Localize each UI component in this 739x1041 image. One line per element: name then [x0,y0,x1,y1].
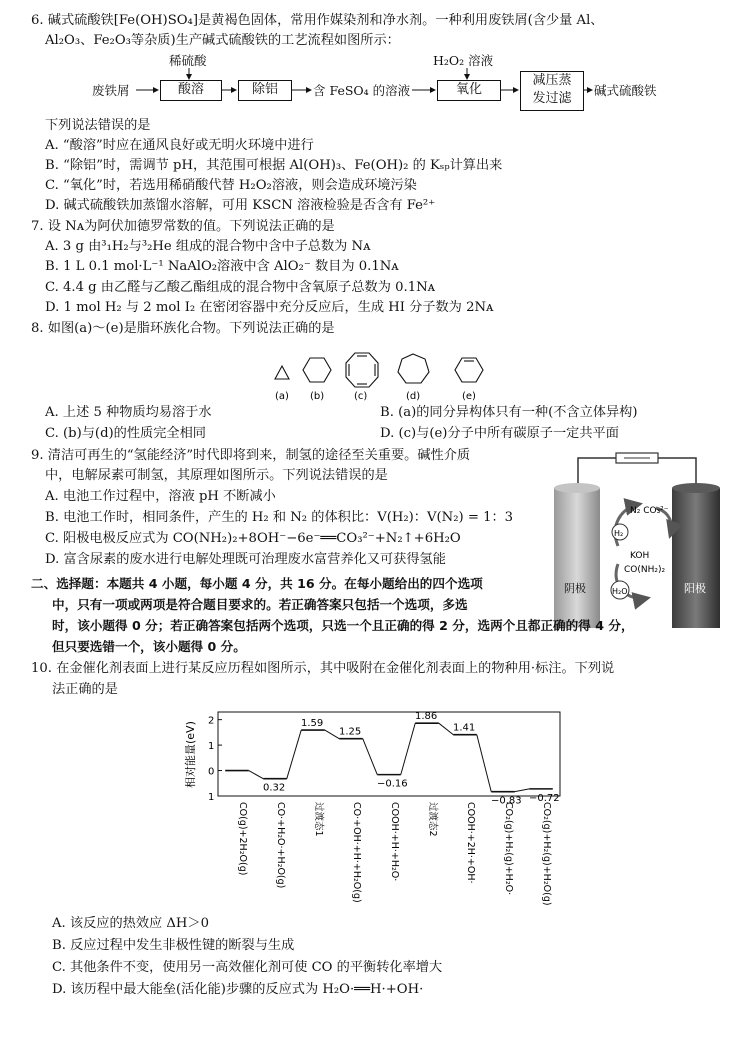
structure-b-cyclohexane [303,358,331,382]
q10-option-b: B. 反应过程中发生非极性键的断裂与生成 [52,938,295,953]
q7-option-a: A. 3 g 由³₁H₂与³₂He 组成的混合物中含中子总数为 Nᴀ [45,239,371,254]
q10-option-a: A. 该反应的热效应 ΔH＞0 [52,916,210,931]
energy-value-label: 0.32 [263,782,286,794]
structure-d-cycloheptane [398,354,429,383]
label-e: (e) [462,391,476,402]
y-tick-label: 1 [208,741,215,753]
q10-stem-line2: 法正确的是 [52,682,118,697]
q9-option-c: C. 阳极电极反应式为 CO(NH₂)₂+8OH⁻−6e⁻══CO₃²⁻+N₂↑+6H₂O [45,531,461,546]
q6-option-c: C. “氧化”时，若选用稀硝酸代替 H₂O₂溶液，则会造成环境污染 [45,178,417,193]
flow-raw: 废铁屑 [92,83,130,98]
energy-connector [439,723,453,734]
flow-step4-line2: 发过滤 [532,91,572,106]
anode-label: 阳极 [684,582,706,595]
q9-stem-line2: 中，电解尿素可制氢，其原理如图所示。下列说法错误的是 [45,468,388,483]
state-label: 过渡态2 [427,802,438,837]
q8-stem: 8. 如图(a)～(e)是脂环族化合物。下列说法正确的是 [31,321,335,336]
q8-option-d: D. (c)与(e)分子中所有碳原子一定共平面 [380,426,619,441]
h2-bubble-label: H₂ [614,529,624,538]
q8-option-c: C. (b)与(d)的性质完全相同 [45,426,206,441]
section2-line1: 二、选择题：本题共 4 小题，每小题 4 分，共 16 分。在每小题给出的四个选项 [31,576,483,591]
section2-line2: 中，只有一项或两项是符合题目要求的。若正确答案只包括一个选项，多选 [52,597,468,612]
flow-mid-solution: 含 FeSO₄ 的溶液 [313,83,411,98]
state-label: CO₂(g)+H₂(g)+H₂O· [503,802,514,896]
flow-h2o2-label: H₂O₂ 溶液 [433,53,494,68]
electrolyte-urea: CO(NH₂)₂ [624,565,666,575]
q6-stem-line2: Al₂O₃、Fe₂O₃等杂质)生产碱式硫酸铁的工艺流程如图所示： [45,33,400,48]
q7-option-c: C. 4.4 g 由乙醛与乙酸乙酯组成的混合物中含氧原子总数为 0.1Nᴀ [45,280,436,295]
state-label: CO·+OH·+H·+H₂O(g) [351,802,362,903]
section2-line4: 但只要选错一个，该小题得 0 分。 [52,639,246,654]
q10-stem-line1: 10. 在金催化剂表面上进行某反应历程如图所示，其中吸附在金催化剂表面上的物种用·标注。下列说 [31,661,615,676]
energy-connector [249,771,263,779]
q6-option-a: A. “酸溶”时应在通风良好或无明火环境中进行 [45,138,314,153]
flow-step4-line1: 减压蒸 [532,73,572,88]
section2-line3: 时，该小题得 0 分；若正确答案包括两个选项，只选一个且正确的得 2 分，选两个且都正确的得 4 分， [52,618,634,633]
y-tick-label: 1 [208,792,215,803]
flow-step-remove-al: 除铝 [238,80,292,101]
state-label: COOH·+2H·+OH· [465,802,476,884]
energy-value-label: −0.72 [529,792,560,804]
q10-energy-profile-chart [180,708,570,908]
cathode-label: 阴极 [564,582,586,595]
energy-value-label: −0.83 [491,795,522,807]
label-c: (c) [354,391,368,402]
q9-stem-line1: 9. 清洁可再生的“氢能经济”时代即将到来，制氢的途径至关重要。碱性介质 [31,448,471,463]
flow-product: 碱式硫酸铁 [594,83,657,98]
label-a: (a) [275,391,289,402]
energy-connector [325,730,339,739]
q8-option-a: A. 上述 5 种物质均易溶于水 [45,405,212,420]
state-label: COOH·+H·+H₂O· [389,802,400,882]
anode-electrode [672,488,720,628]
label-d: (d) [406,391,421,402]
q9-option-b: B. 电池工作时，相同条件，产生的 H₂ 和 N₂ 的体积比：V(H₂)：V(N₂) = 1：3 [45,510,514,525]
label-b: (b) [310,391,325,402]
structure-e-cyclohexene [455,358,483,382]
q7-option-b: B. 1 L 0.1 mol·L⁻¹ NaAlO₂溶液中含 AlO₂⁻ 数目为 0.1Nᴀ [45,259,399,274]
flow-step-dissolve: 酸溶 [160,80,222,101]
energy-connector [363,739,377,775]
y-tick-label: 2 [208,715,215,727]
q7-stem: 7. 设 Nᴀ为阿伏加德罗常数的值。下列说法正确的是 [31,219,335,234]
flow-arrows [0,0,739,120]
energy-connector [515,789,529,792]
q6-option-b: B. “除铝”时，需调节 pH，其范围可根据 Al(OH)₃、Fe(OH)₂ 的 Kₛₚ计算出来 [45,158,503,173]
top-products-label: N₂ CO₃²⁻ [630,506,669,516]
electrolyte-koh: KOH [630,551,650,561]
q8-structures [265,342,495,402]
q9-option-d: D. 富含尿素的废水进行电解处理既可治理废水富营养化又可获得氢能 [45,552,446,567]
cathode-electrode [554,488,600,628]
q7-option-d: D. 1 mol H₂ 与 2 mol I₂ 在密闭容器中充分反应后，生成 HI 分子数为 2Nᴀ [45,300,494,315]
state-label: 过渡态1 [313,802,324,837]
y-axis-label: 相对能量(eV) [184,721,197,788]
energy-value-label: 1.25 [339,726,362,738]
flow-step-oxidize: 氧化 [437,80,501,101]
structure-c-cyclooctatetraene [346,353,378,387]
energy-connector [287,730,301,779]
energy-value-label: 1.86 [415,711,438,723]
q9-option-a: A. 电池工作过程中，溶液 pH 不断减小 [45,489,276,504]
y-tick-label: 0 [208,766,215,778]
q8-option-b: B. (a)的同分异构体只有一种(不含立体异构) [380,405,638,420]
state-label: CO(g)+2H₂O(g) [237,802,248,876]
flow-acid-label: 稀硫酸 [169,53,207,68]
q6-prompt: 下列说法错误的是 [45,118,151,133]
energy-connector [477,735,491,792]
q6-stem-line1: 6. 碱式硫酸铁[Fe(OH)SO₄]是黄褐色固体，常用作媒染剂和净水剂。一种利用废铁屑(含少量 Al、 [31,13,604,28]
energy-connector [401,723,415,774]
h2o-bubble-label: H₂O [612,587,628,596]
state-label: CO₂(g)+H₂(g)+H₂O(g) [541,802,552,906]
q10-option-d: D. 该历程中最大能垒(活化能)步骤的反应式为 H₂O·══H·+OH· [52,982,424,997]
q9-electrolysis-figure [548,446,728,636]
state-label: CO·+H₂O·+H₂O(g) [275,802,286,889]
structure-a-cyclopropane [275,366,289,379]
q6-option-d: D. 碱式硫酸铁加蒸馏水溶解，可用 KSCN 溶液检验是否含有 Fe²⁺ [45,198,436,213]
energy-value-label: 1.41 [453,722,476,734]
energy-value-label: −0.16 [377,778,408,790]
energy-value-label: 1.59 [301,718,324,730]
q10-option-c: C. 其他条件不变，使用另一高效催化剂可使 CO 的平衡转化率增大 [52,960,443,975]
